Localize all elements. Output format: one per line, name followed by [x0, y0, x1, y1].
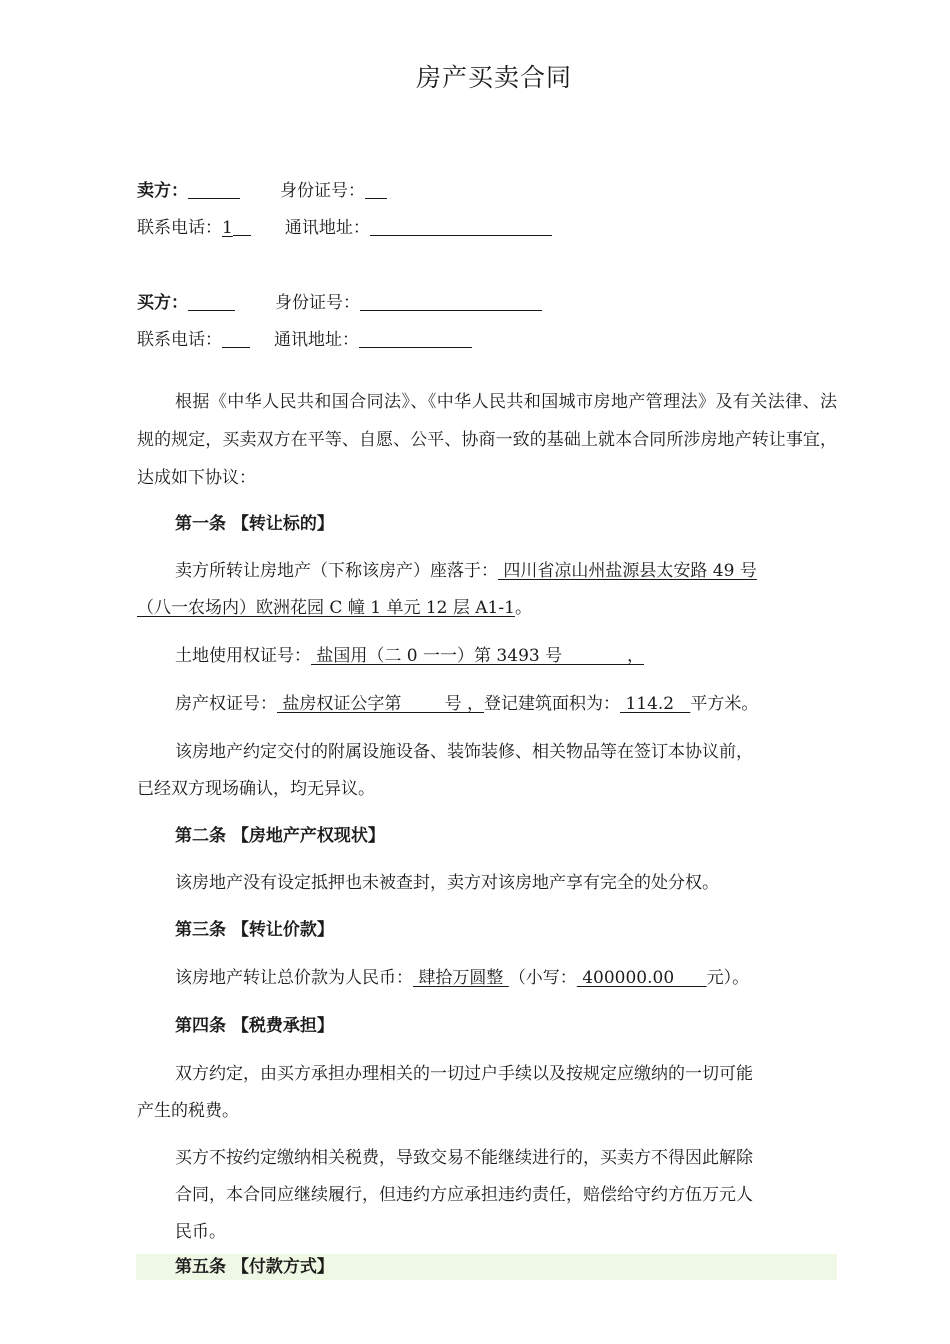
- area-unit: 平方米。: [690, 694, 759, 714]
- property-cert-value: 盐房权证公字第 号 ，: [277, 694, 485, 714]
- land-cert-label: 土地使用权证号：: [175, 646, 311, 666]
- intro-text: 根据《中华人民共和国合同法》、《中华人民共和国城市房地产管理法》及有关法律、法规的规定，买卖双方在平等、自愿、公平、协商一致的基础上就本合同所涉房地产转让事宜，达成如下协议：: [137, 392, 837, 488]
- buyer-name-blank: [188, 292, 235, 311]
- buyer-address-label: 通讯地址：: [274, 330, 359, 350]
- price-words: 肆拾万圆整: [413, 968, 509, 988]
- price-row: [175, 966, 749, 990]
- price-label: 该房地产转让总价款为人民币：: [175, 968, 413, 988]
- location-label: 卖方所转让房地产（下称该房产）座落于：: [175, 561, 498, 581]
- buyer-id-blank: [360, 292, 542, 311]
- buyer-phone-blank: [222, 329, 250, 348]
- buyer-row: [137, 291, 542, 315]
- buyer-phone-label: 联系电话：: [137, 330, 222, 350]
- article1-location-line2: [137, 596, 532, 620]
- buyer-id-label: 身份证号：: [275, 293, 360, 313]
- article1-heading: 第一条 【转让标的】: [175, 514, 334, 534]
- article4-heading: 第四条 【税费承担】: [175, 1016, 334, 1036]
- attached-line2: 已经双方现场确认，均无异议。: [137, 779, 375, 799]
- price-suffix: 元）。: [706, 968, 750, 988]
- attached-line1: 该房地产约定交付的附属设施设备、装饰装修、相关物品等在签订本协议前，: [175, 742, 753, 762]
- document-title: 房产买卖合同: [415, 63, 572, 92]
- tax-text2-line2: 合同，本合同应继续履行，但违约方应承担违约责任，赔偿给守约方伍万元人: [175, 1185, 753, 1205]
- buyer-label: 买方：: [137, 293, 188, 313]
- land-cert-row: [175, 644, 644, 668]
- seller-label: 卖方：: [137, 181, 188, 201]
- article1-location-line1: [175, 559, 757, 583]
- buyer-contact-row: [137, 328, 472, 352]
- seller-phone-label: 联系电话：: [137, 218, 222, 238]
- location-value-part1: 四川省凉山州盐源县太安路 49 号: [498, 561, 757, 581]
- land-cert-value: 盐国用（二 0 一一）第 3493 号 ，: [311, 646, 644, 666]
- price-small-label: （小写：: [508, 968, 577, 988]
- seller-id-blank: [365, 180, 387, 199]
- property-cert-label: 房产权证号：: [175, 694, 277, 714]
- area-label: 登记建筑面积为：: [484, 694, 621, 714]
- buyer-address-blank: [359, 329, 472, 348]
- location-value-part2: （八一农场内）欧洲花园 C 幢 1 单元 12 层 A1-1: [137, 598, 515, 618]
- location-end: 。: [514, 598, 532, 618]
- tax-text2-line3: 民币。: [175, 1222, 226, 1242]
- tax-text1-line2: 产生的税费。: [137, 1101, 239, 1121]
- seller-name-blank: [188, 180, 240, 199]
- seller-id-label: 身份证号：: [280, 181, 365, 201]
- price-number: 400000.00: [576, 968, 707, 988]
- article5-heading: 第五条 【付款方式】: [175, 1257, 334, 1277]
- tax-text2-line1: 买方不按约定缴纳相关税费，导致交易不能继续进行的，买卖方不得因此解除: [175, 1148, 753, 1168]
- seller-address-label: 通讯地址：: [284, 218, 370, 238]
- article3-heading: 第三条 【转让价款】: [175, 920, 334, 940]
- property-cert-row: [175, 692, 758, 716]
- seller-phone-blank: [233, 217, 251, 236]
- article2-heading: 第二条 【房地产产权现状】: [175, 826, 385, 846]
- seller-address-blank: [370, 217, 552, 236]
- intro-paragraph: [137, 383, 837, 497]
- seller-contact-row: [137, 216, 552, 240]
- seller-row: [137, 179, 387, 203]
- seller-phone-value: 1: [222, 218, 233, 238]
- area-value: 114.2: [620, 694, 691, 714]
- article2-text: 该房地产没有设定抵押也未被查封，卖方对该房地产享有完全的处分权。: [175, 873, 719, 893]
- tax-text1-line1: 双方约定，由买方承担办理相关的一切过户手续以及按规定应缴纳的一切可能: [175, 1064, 753, 1084]
